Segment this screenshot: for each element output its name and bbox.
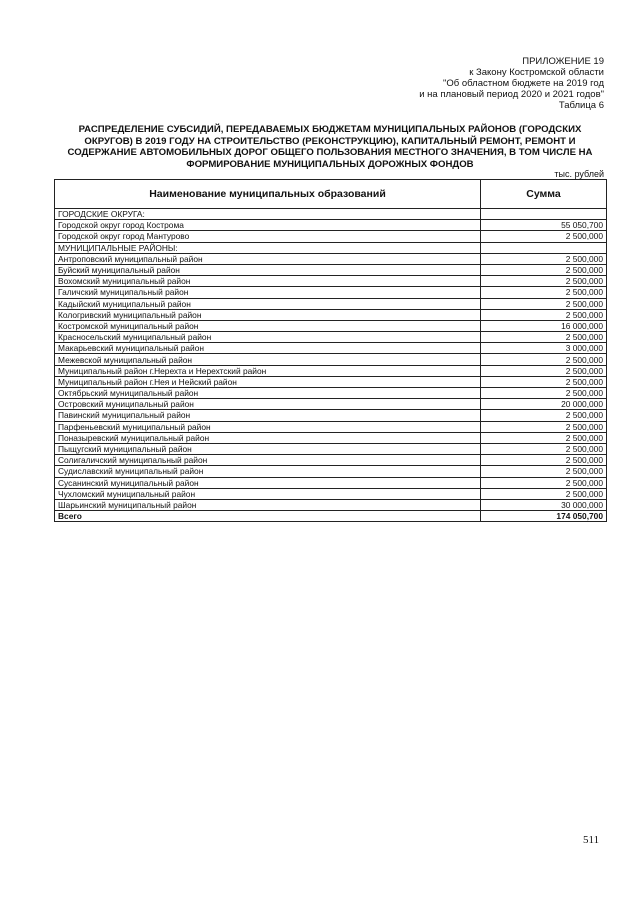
appendix-line: к Закону Костромской области bbox=[469, 67, 604, 78]
municipality-name-cell: Кадыйский муниципальный район bbox=[55, 298, 481, 309]
column-header-name: Наименование муниципальных образований bbox=[55, 180, 481, 209]
table-row bbox=[55, 388, 607, 399]
amount-cell: 2 500,000 bbox=[481, 298, 607, 309]
municipality-name-cell: Костромской муниципальный район bbox=[55, 320, 481, 331]
table-row bbox=[55, 410, 607, 421]
municipality-name-cell: Антроповский муниципальный район bbox=[55, 253, 481, 264]
amount-cell: 2 500,000 bbox=[481, 421, 607, 432]
table-number: Таблица 6 bbox=[558, 100, 604, 111]
municipality-name-cell: Городской округ город Кострома bbox=[55, 220, 481, 231]
table-row bbox=[55, 320, 607, 331]
amount-cell: 16 000,000 bbox=[481, 320, 607, 331]
table-row bbox=[55, 287, 607, 298]
municipality-name-cell: Межевской муниципальный район bbox=[55, 354, 481, 365]
municipality-name-cell: Парфеньевский муниципальный район bbox=[55, 421, 481, 432]
amount-cell: 2 500,000 bbox=[481, 388, 607, 399]
table-row bbox=[55, 264, 607, 275]
amount-cell: 2 500,000 bbox=[481, 376, 607, 387]
amount-cell: 2 500,000 bbox=[481, 466, 607, 477]
amount-cell: 55 050,700 bbox=[481, 220, 607, 231]
amount-cell: 2 500,000 bbox=[481, 354, 607, 365]
table-row bbox=[55, 309, 607, 320]
municipality-name-cell: Павинский муниципальный район bbox=[55, 410, 481, 421]
table-header-row bbox=[55, 180, 607, 209]
municipality-name-cell: Буйский муниципальный район bbox=[55, 264, 481, 275]
appendix-line: ПРИЛОЖЕНИЕ 19 bbox=[522, 56, 604, 67]
amount-cell bbox=[481, 242, 607, 253]
municipality-name-cell: Солигаличский муниципальный район bbox=[55, 455, 481, 466]
appendix-header bbox=[419, 56, 604, 111]
table-row bbox=[55, 253, 607, 264]
table-body bbox=[55, 209, 607, 522]
table-row bbox=[55, 499, 607, 510]
amount-cell: 2 500,000 bbox=[481, 432, 607, 443]
table-row bbox=[55, 276, 607, 287]
municipality-name-cell: Судиславский муниципальный район bbox=[55, 466, 481, 477]
amount-cell: 20 000,000 bbox=[481, 399, 607, 410]
municipality-name-cell: Поназыревский муниципальный район bbox=[55, 432, 481, 443]
municipality-name-cell: Пыщугский муниципальный район bbox=[55, 443, 481, 454]
table-total-row bbox=[55, 511, 607, 522]
amount-cell: 2 500,000 bbox=[481, 264, 607, 275]
amount-cell: 2 500,000 bbox=[481, 309, 607, 320]
amount-cell: 2 500,000 bbox=[481, 455, 607, 466]
municipality-name-cell: Вохомский муниципальный район bbox=[55, 276, 481, 287]
table-row bbox=[55, 220, 607, 231]
table-row bbox=[55, 421, 607, 432]
table-row bbox=[55, 488, 607, 499]
table-row bbox=[55, 399, 607, 410]
municipality-name-cell: Островский муниципальный район bbox=[55, 399, 481, 410]
municipality-name-cell: Шарьинский муниципальный район bbox=[55, 499, 481, 510]
table-row bbox=[55, 209, 607, 220]
municipality-name-cell: Муниципальный район г.Нерехта и Нерехтский район bbox=[55, 365, 481, 376]
amount-cell: 2 500,000 bbox=[481, 410, 607, 421]
amount-cell bbox=[481, 209, 607, 220]
table-row bbox=[55, 365, 607, 376]
municipality-name-cell: Городской округ город Мантурово bbox=[55, 231, 481, 242]
municipality-name-cell: Макарьевский муниципальный район bbox=[55, 343, 481, 354]
table-row bbox=[55, 443, 607, 454]
table-row bbox=[55, 432, 607, 443]
subsidy-table bbox=[54, 179, 607, 522]
municipality-name-cell: Галичский муниципальный район bbox=[55, 287, 481, 298]
appendix-line: и на плановый период 2020 и 2021 годов" bbox=[419, 89, 604, 100]
amount-cell: 2 500,000 bbox=[481, 253, 607, 264]
municipality-name-cell: Октябрьский муниципальный район bbox=[55, 388, 481, 399]
municipality-name-cell: Сусанинский муниципальный район bbox=[55, 477, 481, 488]
appendix-line: "Об областном бюджете на 2019 год bbox=[443, 78, 604, 89]
amount-cell: 2 500,000 bbox=[481, 231, 607, 242]
table-row bbox=[55, 477, 607, 488]
amount-cell: 2 500,000 bbox=[481, 488, 607, 499]
amount-cell: 2 500,000 bbox=[481, 477, 607, 488]
amount-cell: 2 500,000 bbox=[481, 276, 607, 287]
municipality-name-cell: Кологривский муниципальный район bbox=[55, 309, 481, 320]
table-row bbox=[55, 466, 607, 477]
unit-label: тыс. рублей bbox=[554, 169, 604, 179]
municipality-name-cell: МУНИЦИПАЛЬНЫЕ РАЙОНЫ: bbox=[55, 242, 481, 253]
amount-cell: 3 000,000 bbox=[481, 343, 607, 354]
amount-cell: 2 500,000 bbox=[481, 287, 607, 298]
municipality-name-cell: Красносельский муниципальный район bbox=[55, 332, 481, 343]
table-row bbox=[55, 343, 607, 354]
amount-cell: 2 500,000 bbox=[481, 365, 607, 376]
municipality-name-cell: Всего bbox=[55, 511, 481, 522]
table-row bbox=[55, 354, 607, 365]
amount-cell: 30 000,000 bbox=[481, 499, 607, 510]
amount-cell: 174 050,700 bbox=[481, 511, 607, 522]
table-row bbox=[55, 231, 607, 242]
table-row bbox=[55, 298, 607, 309]
amount-cell: 2 500,000 bbox=[481, 443, 607, 454]
table-row bbox=[55, 455, 607, 466]
table-row bbox=[55, 332, 607, 343]
column-header-sum: Сумма bbox=[481, 180, 607, 209]
amount-cell: 2 500,000 bbox=[481, 332, 607, 343]
page-number: 511 bbox=[583, 834, 600, 846]
municipality-name-cell: Чухломский муниципальный район bbox=[55, 488, 481, 499]
document-title: РАСПРЕДЕЛЕНИЕ СУБСИДИЙ, ПЕРЕДАВАЕМЫХ БЮДЖЕТАМ МУНИЦИПАЛЬНЫХ РАЙОНОВ (ГОРОДСКИХ ОКРУГОВ) В 2019 ГОДУ НА СТРОИТЕЛЬСТВО (РЕКОНСТРУКЦИЮ), КАПИТАЛЬНЫЙ РЕМОНТ, РЕМОНТ И СОДЕРЖАНИЕ АВТОМОБИЛЬНЫХ ДОРОГ ОБЩЕГО ПОЛЬЗОВАНИЯ МЕСТНОГО ЗНАЧЕНИЯ, В ТОМ ЧИСЛЕ НА ФОРМИРОВАНИЕ МУНИЦИПАЛЬНЫХ ДОРОЖНЫХ ФОНДОВ bbox=[67, 124, 593, 170]
table-row bbox=[55, 376, 607, 387]
municipality-name-cell: Муниципальный район г.Нея и Нейский район bbox=[55, 376, 481, 387]
table-row bbox=[55, 242, 607, 253]
municipality-name-cell: ГОРОДСКИЕ ОКРУГА: bbox=[55, 209, 481, 220]
